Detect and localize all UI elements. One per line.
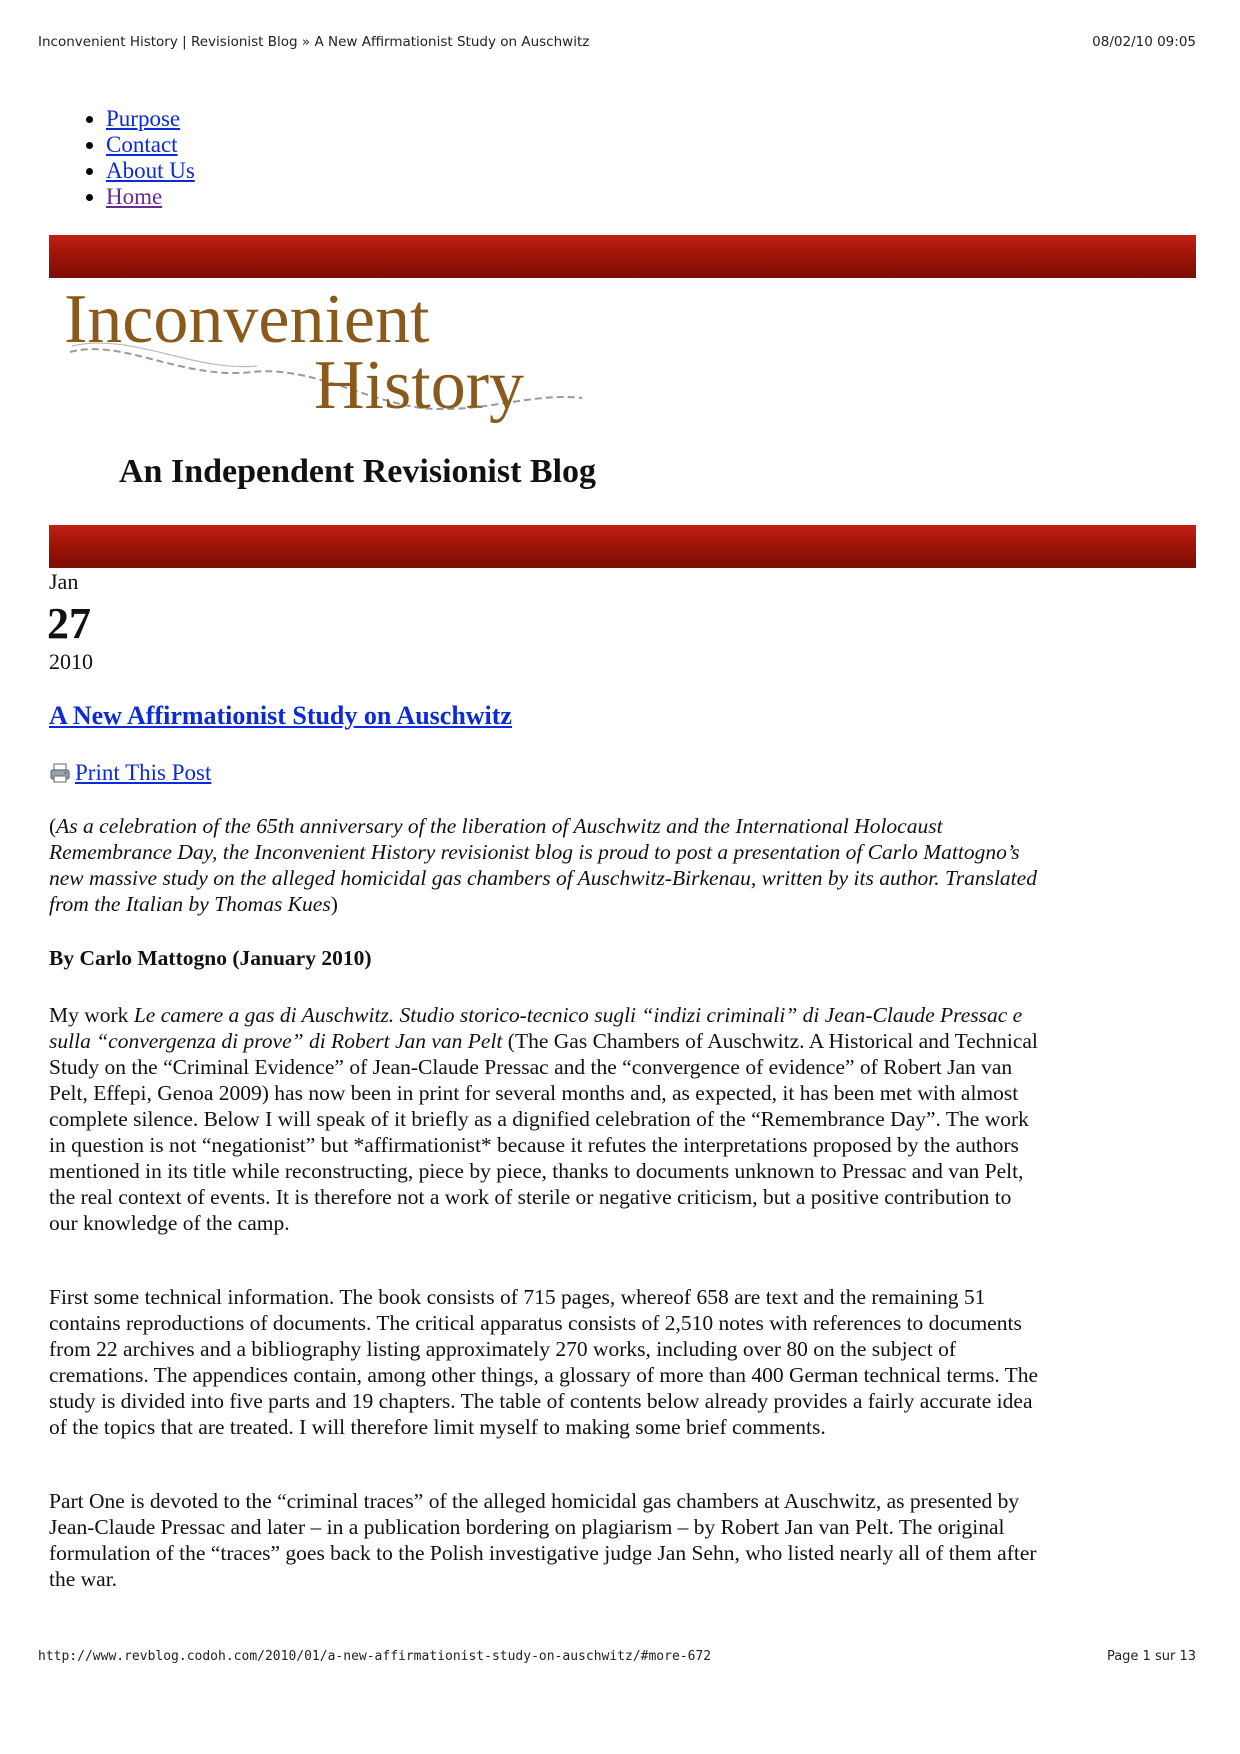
nav-item-about-us bbox=[106, 158, 195, 184]
print-footer-page: Page 1 sur 13 bbox=[1106, 1649, 1196, 1664]
nav-item-purpose bbox=[106, 106, 195, 132]
printer-icon[interactable] bbox=[49, 762, 71, 784]
nav-item-contact bbox=[106, 132, 195, 158]
logo-word-2: History bbox=[314, 347, 524, 424]
intro-open-paren: ( bbox=[49, 814, 57, 838]
post-paragraph-1 bbox=[49, 1002, 1041, 1236]
post-title bbox=[49, 701, 512, 731]
post-date-year: 2010 bbox=[49, 649, 93, 674]
post-paragraph-2 bbox=[49, 1284, 1041, 1440]
logo-word-1: Inconvenient bbox=[64, 281, 430, 358]
nav-link-home[interactable]: Home bbox=[106, 184, 163, 209]
print-footer-url: http://www.revblog.codoh.com/2010/01/a-new-affirmationist-study-on-auschwitz/#more-672 bbox=[38, 1649, 712, 1664]
post-date-day: 27 bbox=[47, 599, 91, 648]
nav-item-home bbox=[106, 184, 195, 210]
intro-close-paren: ) bbox=[330, 892, 338, 916]
post-paragraph-3 bbox=[49, 1488, 1041, 1592]
nav-link-purpose[interactable]: Purpose bbox=[106, 106, 181, 131]
intro-text: As a celebration of the 65th anniversary of the liberation of Auschwitz and the International Holocaust Remembrance Day, the Inconvenient History revisionist blog is proud to post a presentation of Carlo Mattogno’s new massive study on the alleged homicidal gas chambers of Auschwitz-Birkenau, written by its author. Translated from the Italian by Thomas Kues bbox=[49, 814, 1037, 916]
post-title-link[interactable]: A New Affirmationist Study on Auschwitz bbox=[49, 701, 512, 730]
post-date-month: Jan bbox=[49, 569, 79, 594]
site-logo[interactable] bbox=[62, 280, 617, 430]
header-bar-bottom bbox=[49, 525, 1196, 568]
print-post bbox=[49, 760, 211, 786]
post-intro bbox=[49, 813, 1041, 917]
nav-link-contact[interactable]: Contact bbox=[106, 132, 178, 157]
p1-start: My work bbox=[49, 1003, 134, 1027]
top-nav bbox=[60, 106, 195, 210]
post-byline: By Carlo Mattogno (January 2010) bbox=[49, 946, 372, 970]
p1-book-title: Le camere a gas di Auschwitz. Studio storico-tecnico sugli “indizi criminali” di Jean-Claude Pressac e sulla “convergenza di prove” di Robert Jan van Pelt bbox=[49, 1003, 1023, 1053]
print-header-timestamp: 08/02/10 09:05 bbox=[1092, 34, 1196, 50]
p1-rest: (The Gas Chambers of Auschwitz. A Historical and Technical Study on the “Criminal Evidence” of Jean-Claude Pressac and the “convergence of evidence” of Robert Jan van Pelt, Effepi, Genoa 2009) has now been in print for several months and, as expected, it has been met with almost complete silence. Below I will speak of it briefly as a dignified celebration of the “Remembrance Day”. The work in question is not “negationist” but *affirmationist* because it refutes the interpretations proposed by the authors mentioned in its title while reconstructing, piece by piece, thanks to documents unknown to Pressac and van Pelt, the real context of events. It is therefore not a work of sterile or negative criticism, but a positive contribution to our knowledge of the camp. bbox=[49, 1029, 1038, 1235]
nav-link-about-us[interactable]: About Us bbox=[106, 158, 195, 183]
p3-text: Part One is devoted to the “criminal traces” of the alleged homicidal gas chambers at Auschwitz, as presented by Jean-Claude Pressac and later – in a publication bordering on plagiarism – by Robert Jan van Pelt. The original formulation of the “traces” goes back to the Polish investigative judge Jan Sehn, who listed nearly all of them after the war. bbox=[49, 1489, 1037, 1591]
print-post-link[interactable]: Print This Post bbox=[75, 760, 212, 785]
p2-text: First some technical information. The book consists of 715 pages, whereof 658 are text and the remaining 51 contains reproductions of documents. The critical apparatus consists of 2,510 notes with references to documents from 22 archives and a bibliography listing approximately 270 works, including over 80 on the subject of cremations. The appendices contain, among other things, a glossary of more than 400 German technical terms. The study is divided into five parts and 19 chapters. The table of contents below already provides a fairly accurate idea of the topics that are treated. I will therefore limit myself to making some brief comments. bbox=[49, 1285, 1039, 1439]
header-bar-top bbox=[49, 235, 1196, 278]
site-tagline: An Independent Revisionist Blog bbox=[119, 453, 597, 490]
print-header-title: Inconvenient History | Revisionist Blog » A New Affirmationist Study on Auschwitz bbox=[38, 34, 590, 50]
